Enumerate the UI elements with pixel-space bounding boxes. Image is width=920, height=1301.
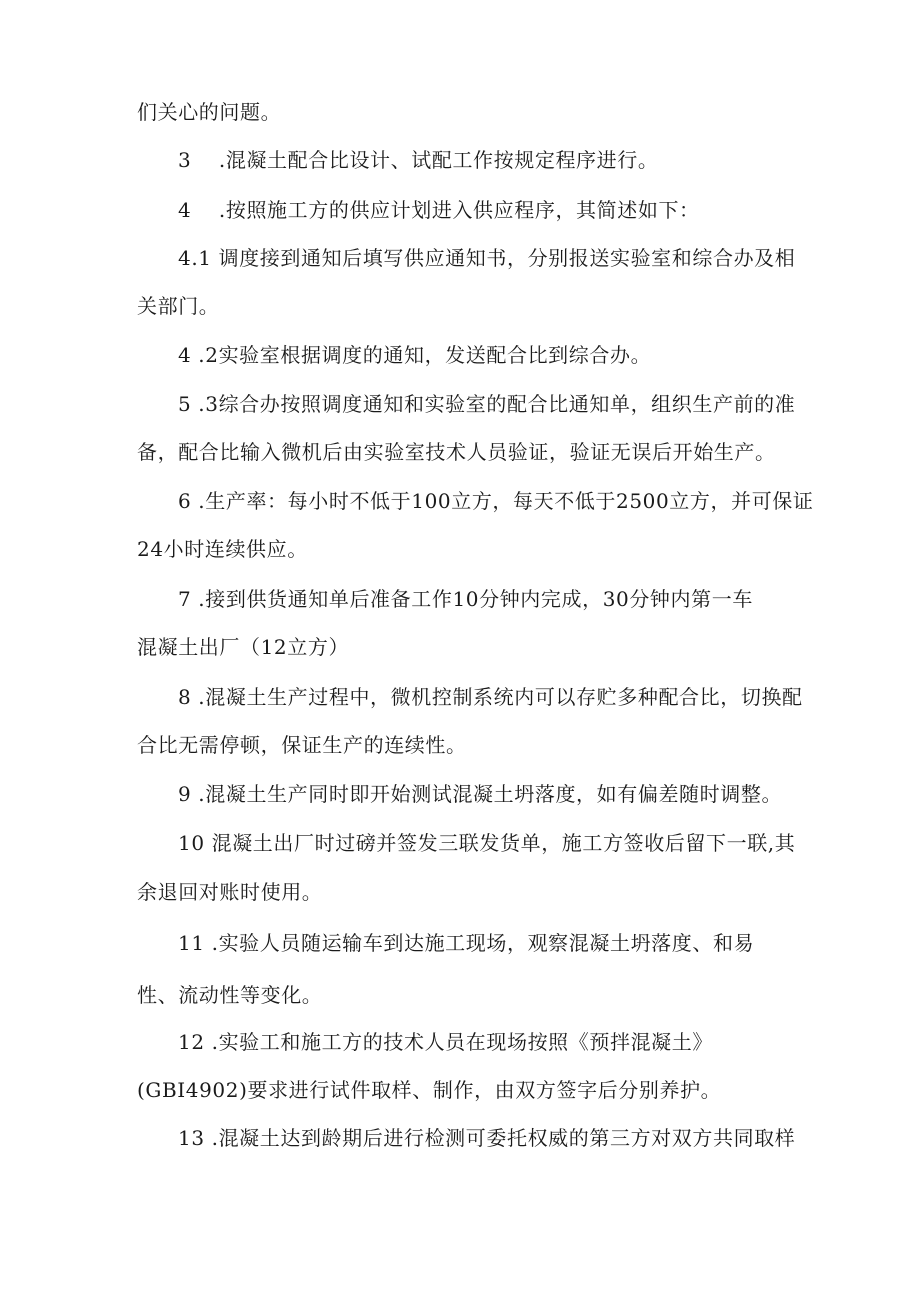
text-line: 13 .混凝土达到龄期后进行检测可委托权威的第三方对双方共同取样	[178, 1126, 796, 1150]
text-line: (GBI4902)要求进行试件取样、制作，由双方签字后分别养护。	[137, 1078, 722, 1102]
text-line: 性、流动性等变化。	[137, 983, 323, 1007]
text-line: 4.1 调度接到通知后填写供应通知书，分别报送实验室和综合办及相	[178, 246, 796, 270]
text-line: 12 .实验工和施工方的技术人员在现场按照《预拌混凝土》	[178, 1030, 713, 1054]
text-line: 3 .混凝土配合比设计、试配工作按规定程序进行。	[178, 148, 659, 172]
text-line: 5 .3综合办按照调度通知和实验室的配合比通知单，组织生产前的准	[178, 392, 796, 416]
text-line: 4 .按照施工方的供应计划进入供应程序，其简述如下：	[178, 198, 700, 222]
text-line: 8 .混凝土生产过程中，微机控制系统内可以存贮多种配合比，切换配	[178, 685, 803, 709]
text-line: 混凝土出厂（12立方）	[137, 635, 350, 659]
text-line: 关部门。	[137, 294, 220, 318]
text-line: 6 .生产率：每小时不低于100立方，每天不低于2500立方，并可保证	[178, 489, 814, 513]
text-line: 备，配合比输入微机后由实验室技术人员验证，验证无误后开始生产。	[137, 440, 776, 464]
text-line: 们关心的问题。	[137, 100, 282, 124]
text-line: 24小时连续供应。	[137, 537, 308, 561]
text-line: 10 混凝土出厂时过磅并签发三联发货单，施工方签收后留下一联,其	[178, 831, 796, 855]
text-line: 11 .实验人员随运输车到达施工现场，观察混凝土坍落度、和易	[178, 931, 755, 955]
text-line: 9 .混凝土生产同时即开始测试混凝土坍落度，如有偏差随时调整。	[178, 782, 783, 806]
text-line: 4 .2实验室根据调度的通知，发送配合比到综合办。	[178, 343, 652, 367]
text-line: 7 .接到供货通知单后准备工作10分钟内完成，30分钟内第一车	[178, 587, 753, 611]
text-line: 合比无需停顿，保证生产的连续性。	[137, 733, 467, 757]
text-line: 余退回对账时使用。	[137, 880, 323, 904]
